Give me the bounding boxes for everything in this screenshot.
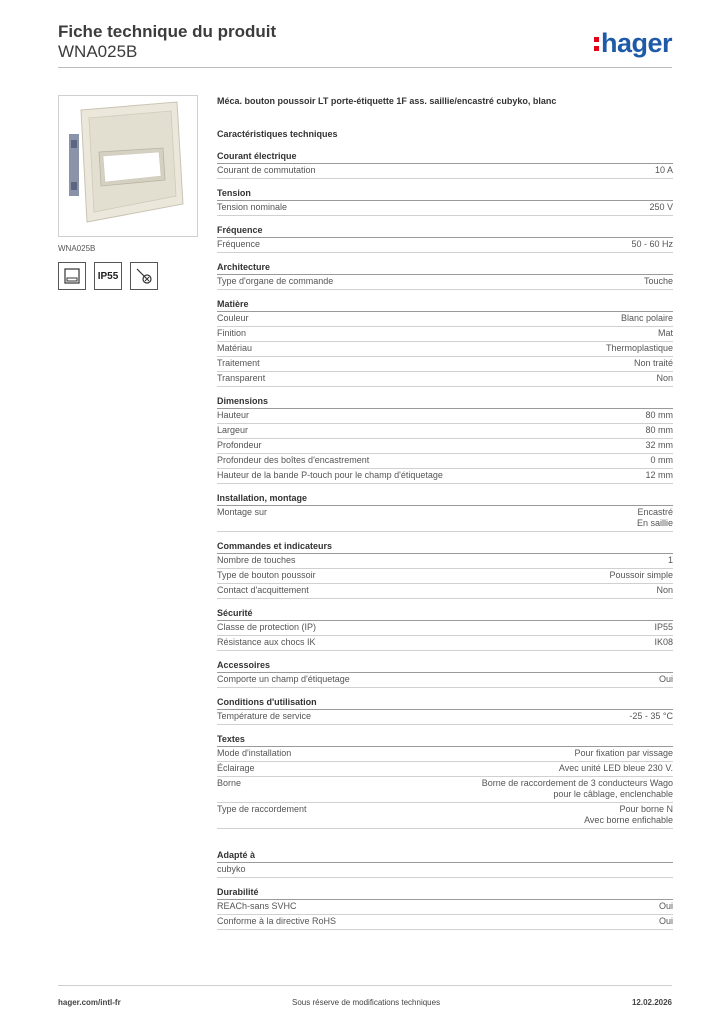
document-header	[58, 22, 276, 62]
header-divider	[58, 67, 672, 68]
section-title: Tension	[217, 188, 673, 201]
feature-badges	[58, 262, 158, 290]
spec-label: Hauteur	[217, 410, 250, 420]
section-title: Sécurité	[217, 608, 673, 621]
spec-row	[217, 900, 673, 915]
section-title: Commandes et indicateurs	[217, 541, 673, 554]
spec-label: Type de bouton poussoir	[217, 570, 316, 580]
spec-label: Nombre de touches	[217, 555, 296, 565]
spec-value: Oui	[658, 674, 673, 684]
spec-value: 250 V	[649, 202, 673, 212]
spec-label: Montage sur	[217, 507, 268, 517]
product-photo	[58, 95, 198, 237]
section-title: Matière	[217, 299, 673, 312]
spec-label: Éclairage	[217, 763, 255, 773]
spec-value: Pour fixation par vissage	[574, 748, 673, 758]
section-title: Accessoires	[217, 660, 673, 673]
spec-row	[217, 762, 673, 777]
spec-row	[217, 569, 673, 584]
spec-section	[217, 887, 673, 930]
spec-value: 50 - 60 Hz	[631, 239, 673, 249]
hager-logo	[594, 28, 672, 59]
section-title: Textes	[217, 734, 673, 747]
spec-row	[217, 777, 673, 803]
specs-heading: Caractéristiques techniques	[217, 129, 338, 139]
section-title: Dimensions	[217, 396, 673, 409]
spec-sections	[217, 151, 673, 930]
spec-value: Pour borne N Avec borne enfichable	[584, 804, 673, 825]
spec-row	[217, 584, 673, 599]
spec-section	[217, 225, 673, 253]
spec-row	[217, 863, 673, 878]
spec-section	[217, 541, 673, 599]
spec-section	[217, 188, 673, 216]
spec-label: Fréquence	[217, 239, 261, 249]
spec-label: Profondeur	[217, 440, 262, 450]
spec-value: -25 - 35 °C	[629, 711, 673, 721]
spec-value: Avec unité LED bleue 230 V.	[558, 763, 673, 773]
spec-label: Classe de protection (IP)	[217, 622, 317, 632]
spec-row	[217, 636, 673, 651]
section-title: Fréquence	[217, 225, 673, 238]
section-title: Installation, montage	[217, 493, 673, 506]
spec-value: IP55	[654, 622, 673, 632]
spec-row	[217, 506, 673, 532]
spec-row	[217, 201, 673, 216]
spec-value: 10 A	[654, 165, 673, 175]
spec-row	[217, 327, 673, 342]
spec-label: Transparent	[217, 373, 266, 383]
document-title: Fiche technique du produit	[58, 22, 277, 41]
spec-label: Type d'organe de commande	[217, 276, 334, 286]
spec-value: 80 mm	[645, 425, 673, 435]
spec-row	[217, 554, 673, 569]
spec-row	[217, 469, 673, 484]
spec-label: cubyko	[217, 864, 246, 874]
spec-value: Poussoir simple	[609, 570, 673, 580]
spec-label: Conforme à la directive RoHS	[217, 916, 337, 926]
spec-value: Touche	[643, 276, 673, 286]
spec-row	[217, 372, 673, 387]
spec-label: REACh-sans SVHC	[217, 901, 297, 911]
spec-row	[217, 673, 673, 688]
spec-row	[217, 710, 673, 725]
technical-specs	[217, 96, 673, 939]
logo-text: hager	[600, 28, 672, 58]
spec-section	[217, 660, 673, 688]
product-reference: WNA025B	[58, 42, 138, 61]
spec-section	[217, 493, 673, 532]
logo-mark-icon	[594, 37, 599, 52]
spec-label: Hauteur de la bande P-touch pour le champ d'étiquetage	[217, 470, 443, 480]
spec-value: Blanc polaire	[620, 313, 673, 323]
section-title: Architecture	[217, 262, 673, 275]
spec-row	[217, 409, 673, 424]
spec-row	[217, 803, 673, 829]
spec-label: Température de service	[217, 711, 312, 721]
spec-value: 1	[667, 555, 673, 565]
spec-section	[217, 262, 673, 290]
section-title: Courant électrique	[217, 151, 673, 164]
spec-row	[217, 238, 673, 253]
spec-value: 12 mm	[645, 470, 673, 480]
footer-divider	[58, 985, 672, 986]
screwless-badge	[130, 262, 158, 290]
spec-section	[217, 850, 673, 878]
spec-row	[217, 621, 673, 636]
spec-label: Largeur	[217, 425, 249, 435]
spec-value: Non	[656, 373, 673, 383]
spec-row	[217, 342, 673, 357]
spec-value: Non traité	[633, 358, 673, 368]
spec-section	[217, 608, 673, 651]
spec-label: Traitement	[217, 358, 260, 368]
section-title: Durabilité	[217, 887, 673, 900]
label-holder-icon	[63, 267, 81, 285]
spec-value: 80 mm	[645, 410, 673, 420]
footer-date: 12.02.2026	[631, 998, 672, 1007]
spec-value: Mat	[657, 328, 673, 338]
spec-row	[217, 275, 673, 290]
photo-caption: WNA025B	[58, 244, 96, 253]
spec-row	[217, 312, 673, 327]
spec-row	[217, 439, 673, 454]
spec-row	[217, 357, 673, 372]
spec-label: Comporte un champ d'étiquetage	[217, 674, 350, 684]
spec-label: Contact d'acquittement	[217, 585, 309, 595]
spec-row	[217, 454, 673, 469]
spec-section	[217, 299, 673, 387]
spec-value: Oui	[658, 916, 673, 926]
spec-section	[217, 734, 673, 829]
spec-section	[217, 151, 673, 179]
spec-section	[217, 697, 673, 725]
spec-label: Résistance aux chocs IK	[217, 637, 316, 647]
spec-row	[217, 424, 673, 439]
spec-label: Couleur	[217, 313, 249, 323]
spec-row	[217, 915, 673, 930]
spec-label: Profondeur des boîtes d'encastrement	[217, 455, 370, 465]
footer-notice: Sous réserve de modifications techniques	[292, 998, 441, 1007]
spec-value: Borne de raccordement de 3 conducteurs Wago pour le câblage, enclenchable	[481, 778, 673, 799]
spec-value: 32 mm	[645, 440, 673, 450]
spec-value: Encastré En saillie	[636, 507, 673, 528]
footer-website[interactable]: hager.com/intl-fr	[58, 998, 121, 1007]
spec-value: Non	[656, 585, 673, 595]
product-description: Méca. bouton poussoir LT porte-étiquette 1F ass. saillie/encastré cubyko, blanc	[217, 96, 557, 106]
no-wire-icon	[134, 266, 154, 286]
label-holder-badge	[58, 262, 86, 290]
spec-label: Finition	[217, 328, 247, 338]
ip55-badge: IP55	[94, 262, 122, 290]
spec-value: Oui	[658, 901, 673, 911]
spec-label: Matériau	[217, 343, 253, 353]
spec-section	[217, 396, 673, 484]
spec-label: Tension nominale	[217, 202, 288, 212]
spec-label: Courant de commutation	[217, 165, 316, 175]
spec-row	[217, 747, 673, 762]
spec-value: Thermoplastique	[605, 343, 673, 353]
section-title: Adapté à	[217, 850, 673, 863]
spec-label: Borne	[217, 778, 242, 788]
spec-value: IK08	[654, 637, 673, 647]
section-title: Conditions d'utilisation	[217, 697, 673, 710]
spec-label: Type de raccordement	[217, 804, 307, 814]
spec-row	[217, 164, 673, 179]
spec-label: Mode d'installation	[217, 748, 292, 758]
spec-value: 0 mm	[650, 455, 673, 465]
